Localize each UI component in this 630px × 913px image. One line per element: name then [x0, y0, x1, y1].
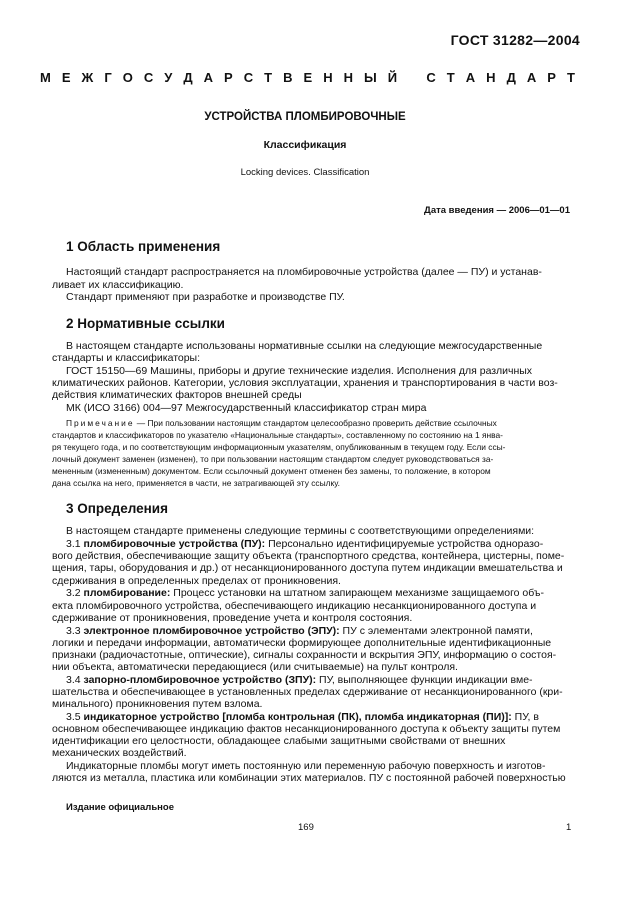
def-term: индикаторное устройство [пломба контрольная (ПК), пломба индикаторная (ПИ)]: — [83, 711, 512, 723]
banner-letter: А — [526, 70, 537, 85]
definition-3-4-cont-2: минального) проникновения путем взлома. — [52, 698, 263, 710]
definition-3-5-cont: основном обеспечивающее индикацию фактов несанкционированного доступа к объекту защиты путем — [52, 723, 561, 735]
section-2-paragraph-1-cont: стандарты и классификаторы: — [52, 352, 201, 364]
banner-letter: Й — [387, 70, 398, 85]
banner-letter: Т — [264, 70, 273, 85]
ref-gost-15150: ГОСТ 15150—69 Машины, приборы и другие технические изделия. Исполнения для различных — [66, 365, 533, 377]
section-3-intro: В настоящем стандарте применены следующие термины с соответствующими определениями: — [66, 525, 535, 537]
ref-gost-15150-cont: климатических районов. Категории, условия эксплуатации, хранения и транспортирования в части воз- — [52, 377, 558, 389]
english-title: Locking devices. Classification — [240, 167, 370, 178]
definition-3-2 — [66, 587, 572, 600]
banner-letter: М — [40, 70, 51, 85]
indicator-paragraph-cont: ляются из металла, пластика или комбинации этих материалов. ПУ с постоянной рабочей поверхностью — [52, 772, 566, 784]
section-1-paragraph-1-cont: ливает их классификацию. — [52, 279, 184, 291]
section-3-heading: 3 Определения — [66, 501, 168, 516]
banner-letter: Р — [224, 70, 233, 85]
definition-3-4 — [66, 674, 572, 687]
def-text: ПУ, выполняющее функции индикации вме- — [316, 674, 533, 686]
definition-3-3-cont-3: нии объекта, автоматически передающиеся (или считываемые) на пульт контроля. — [52, 661, 458, 673]
section-2-paragraph-1: В настоящем стандарте использованы нормативные ссылки на следующие межгосударственные — [66, 340, 543, 352]
definition-3-3-cont: логики и передачи информации, автоматически формирующее дополнительные идентификационные — [52, 637, 552, 649]
intro-date: Дата введения — 2006—01—01 — [424, 205, 570, 216]
def-number: 3.4 — [66, 674, 84, 686]
def-text: ПУ, в — [511, 711, 539, 723]
banner-letter: А — [465, 70, 476, 85]
definition-3-5-cont-2: идентификации его целостности, обладающее слабыми защитными свойствами от внешних — [52, 735, 506, 747]
section-1-paragraph-1 — [66, 266, 572, 279]
page-number-center: 169 — [298, 822, 314, 833]
note-text: — При пользовании настоящим стандартом целесообразно проверить действие ссылочных — [134, 418, 497, 428]
def-term: запорно-пломбировочное устройство (ЗПУ): — [83, 674, 317, 686]
definition-3-1 — [66, 538, 572, 551]
definition-3-1-cont-2: щения, тары, оборудования и др.) от несанкционированного доступа путем индикации вмешательства и — [52, 562, 563, 574]
def-term: пломбировочные устройства (ПУ): — [83, 538, 266, 550]
section-2-heading: 2 Нормативные ссылки — [66, 316, 225, 331]
note-line-6: дана ссылка на него, применяется в части, не затрагивающей эту ссылку. — [52, 478, 340, 488]
def-number: 3.3 — [66, 625, 84, 637]
indicator-paragraph: Индикаторные пломбы могут иметь постоянную или переменную рабочую поверхность и изготов- — [66, 760, 546, 772]
banner-letter: Ж — [81, 70, 94, 85]
banner-letter: С — [243, 70, 254, 85]
gost-number: ГОСТ 31282—2004 — [450, 32, 580, 48]
banner-letter: С — [143, 70, 154, 85]
note-label: Примечание — [66, 418, 135, 428]
definition-3-5 — [66, 711, 572, 724]
banner-letter: Ы — [364, 70, 377, 85]
banner-letter: Г — [104, 70, 112, 85]
def-text: Персонально идентифицируемые устройства одноразо- — [265, 538, 544, 550]
def-number: 3.2 — [66, 587, 84, 599]
section-1-paragraph-2: Стандарт применяют при разработке и производстве ПУ. — [66, 291, 345, 303]
ref-mk-iso-3166: МК (ИСО 3166) 004—97 Межгосударственный классификатор стран мира — [66, 402, 427, 414]
banner-letter: Т — [566, 70, 575, 85]
banner-letter — [408, 70, 415, 85]
banner-letter: Н — [343, 70, 353, 85]
banner-letter: Р — [547, 70, 556, 85]
def-text: ПУ с элементами электронной памяти, — [339, 625, 533, 637]
banner-letter: Е — [303, 70, 313, 85]
definition-3-2-cont-2: сдерживание от проникновения, проведение учета и контроля состояния. — [52, 612, 413, 624]
banner-letter: У — [164, 70, 173, 85]
note-line-1 — [66, 418, 572, 429]
banner-letter: Н — [486, 70, 496, 85]
banner-letter: Н — [323, 70, 333, 85]
banner-letter: Д — [506, 70, 516, 85]
interstate-standard-banner — [40, 70, 575, 85]
definition-3-1-cont-3: сдерживания в определенных пределах от проникновения. — [52, 575, 341, 587]
banner-letter: В — [283, 70, 293, 85]
edition-label: Издание официальное — [66, 802, 174, 813]
definition-3-1-cont: вого действия, обеспечивающие защиту объекта (транспортного средства, контейнера, цистерны, поме- — [52, 550, 565, 562]
def-number: 3.1 — [66, 538, 84, 550]
definition-3-3 — [66, 625, 572, 638]
banner-letter: О — [122, 70, 133, 85]
definition-3-4-cont: шательства и обеспечивающее в установленных пределах сдерживание от несанкционированного (кри- — [52, 686, 563, 698]
banner-letter: А — [203, 70, 214, 85]
note-line-5: мененным (измененным) документом. Если ссылочный документ отменен без замены, то положение, в котором — [52, 466, 491, 476]
def-term: пломбирование: — [83, 587, 171, 599]
banner-letter: Д — [183, 70, 193, 85]
def-term: электронное пломбировочное устройство (ЭПУ): — [83, 625, 340, 637]
definition-3-5-cont-3: механических воздействий. — [52, 747, 187, 759]
ref-gost-15150-cont-2: действия климатических факторов внешней среды — [52, 389, 302, 401]
note-line-4: лочный документ заменен (изменен), то при пользовании настоящим стандартом следует руководствоваться за- — [52, 454, 494, 464]
definition-3-2-cont: екта пломбировочного устройства, обеспечивающего индикацию несанкционированного доступа и — [52, 600, 537, 612]
section-1-heading: 1 Область применения — [66, 239, 221, 254]
def-number: 3.5 — [66, 711, 84, 723]
note-line-2: стандартов и классификаторов по указателю «Национальные стандарты», составленному по состоянию на 1 янва- — [52, 430, 503, 440]
banner-letter: Т — [446, 70, 455, 85]
page-number-right: 1 — [566, 822, 572, 833]
banner-letter: Е — [61, 70, 71, 85]
document-subtitle: Классификация — [263, 139, 347, 151]
line: Настоящий стандарт распространяется на пломбировочные устройства (далее — ПУ) и устанав- — [66, 266, 542, 278]
banner-letter: С — [426, 70, 436, 85]
definition-3-3-cont-2: признаки (радиочастотные, оптические), сигналы сохранности и вскрытия ЭПУ, информацию о состоя- — [52, 649, 557, 661]
document-title: УСТРОЙСТВА ПЛОМБИРОВОЧНЫЕ — [204, 111, 406, 123]
note-line-3: ря текущего года, и по соответствующим информационным указателям, опубликованным в текущем году. Если ссы- — [52, 442, 506, 452]
def-text: Процесс установки на штатном запирающем механизме защищаемого объ- — [170, 587, 544, 599]
